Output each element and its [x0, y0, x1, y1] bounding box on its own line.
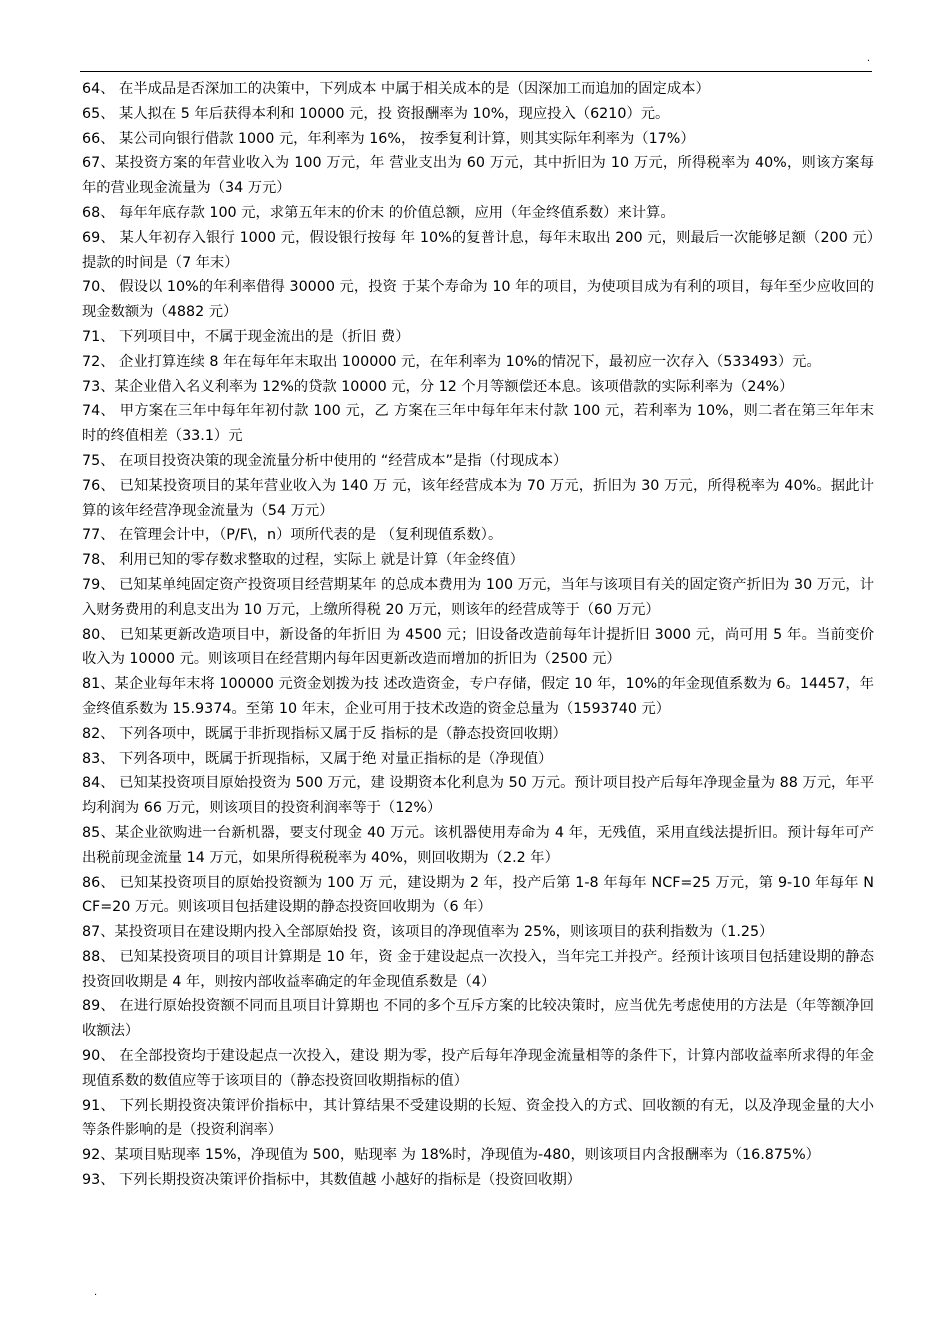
- page-footer-mark: .: [94, 1287, 98, 1298]
- question-item-74: 74、 甲方案在三年中每年年初付款 100 元，乙 方案在三年中每年年末付款 100 元，若利率为 10%，则二者在第三年年末时的终值相差（33.1）元: [82, 403, 874, 445]
- question-item-78: 78、 利用已知的零存数求整取的过程，实际上 就是计算（年金终值）: [82, 552, 524, 569]
- question-list: [82, 77, 874, 1193]
- question-item-77: 77、 在管理会计中，（P/F\，n）项所代表的是 （复利现值系数）。: [82, 527, 503, 544]
- question-item-93: 93、 下列长期投资决策评价指标中，其数值越 小越好的指标是（投资回收期）: [82, 1172, 582, 1189]
- question-item-71: 71、 下列项目中，不属于现金流出的是（折旧 费）: [82, 328, 410, 345]
- question-item-82: 82、 下列各项中，既属于非折现指标又属于反 指标的是（静态投资回收期）: [82, 725, 567, 742]
- question-item-65: 65、 某人拟在 5 年后获得本利和 10000 元，投 资报酬率为 10%，现应投入（6210）元。: [82, 105, 670, 122]
- question-item-72: 72、 企业打算连续 8 年在每年年末取出 100000 元，在年利率为 10%的情况下，最初应一次存入（533493）元。: [82, 353, 821, 370]
- question-item-83: 83、 下列各项中，既属于折现指标，又属于绝 对量正指标的是（净现值）: [82, 750, 553, 767]
- question-item-73: 73、某企业借入名义利率为 12%的贷款 10000 元，分 12 个月等额偿还本息。该项借款的实际利率为（24%）: [82, 378, 794, 395]
- question-item-68: 68、 每年年底存款 100 元，求第五年末的价末 的价值总额，应用（年金终值系数）来计算。: [82, 204, 675, 221]
- question-item-91: 91、 下列长期投资决策评价指标中，其计算结果不受建设期的长短、资金投入的方式、回收额的有无，以及净现金量的大小等条件影响的是（投资利润率）: [82, 1097, 874, 1139]
- question-item-70: 70、 假设以 10%的年利率借得 30000 元，投资 于某个寿命为 10 年的项目，为使项目成为有利的项目，每年至少应收回的现金数额为（4882 元）: [82, 279, 874, 321]
- question-item-80: 80、 已知某更新改造项目中，新设备的年折旧 为 4500 元；旧设备改造前每年计提折旧 3000 元，尚可用 5 年。当前变价收入为 10000 元。则该项目在经营期内每年因更新改造而增加的折旧为（2500 元）: [82, 626, 874, 668]
- question-item-85: 85、某企业欲购进一台新机器，要支付现金 40 万元。该机器使用寿命为 4 年，无残值，采用直线法提折旧。预计每年可产出税前现金流量 14 万元，如果所得税税率为 40%，则回收期为（2.2 年）: [82, 824, 874, 866]
- question-item-89: 89、 在进行原始投资额不同而且项目计算期也 不同的多个互斥方案的比较决策时，应当优先考虑使用的方法是（年等额净回收额法）: [82, 998, 874, 1040]
- question-item-79: 79、 已知某单纯固定资产投资项目经营期某年 的总成本费用为 100 万元，当年与该项目有关的固定资产折旧为 30 万元，计入财务费用的利息支出为 10 万元，上缴所得税 20 万元，则该年的经营成等于（60 万元）: [82, 576, 874, 618]
- page-corner-mark: .: [866, 53, 870, 64]
- header-rule: [80, 71, 872, 72]
- question-item-76: 76、 已知某投资项目的某年营业收入为 140 万 元，该年经营成本为 70 万元，折旧为 30 万元，所得税率为 40%。据此计算的该年经营净现金流量为（54 万元）: [82, 477, 874, 519]
- question-item-86: 86、 已知某投资项目的原始投资额为 100 万 元，建设期为 2 年，投产后第 1-8 年每年 NCF=25 万元，第 9-10 年每年 NCF=20 万元。则该项目包括建设期的静态投资回收期为（6 年）: [82, 874, 874, 916]
- question-item-87: 87、某投资项目在建设期内投入全部原始投 资，该项目的净现值率为 25%，则该项目的获利指数为（1.25）: [82, 924, 774, 941]
- question-item-90: 90、 在全部投资均于建设起点一次投入，建设 期为零，投产后每年净现金流量相等的条件下，计算内部收益率所求得的年金现值系数的数值应等于该项目的（静态投资回收期指标的值）: [82, 1048, 874, 1089]
- question-item-88: 88、 已知某投资项目的项目计算期是 10 年，资 金于建设起点一次投入，当年完工并投产。经预计该项目包括建设期的静态投资回收期是 4 年，则按内部收益率确定的年金现值系数是（4）: [82, 948, 874, 990]
- question-item-66: 66、 某公司向银行借款 1000 元，年利率为 16%， 按季复利计算，则其实际年利率为（17%）: [82, 130, 695, 147]
- question-item-69: 69、 某人年初存入银行 1000 元，假设银行按每 年 10%的复普计息，每年末取出 200 元，则最后一次能够足额（200 元）提款的时间是（7 年末）: [82, 229, 874, 271]
- question-item-84: 84、 已知某投资项目原始投资为 500 万元，建 设期资本化利息为 50 万元。预计项目投产后每年净现金量为 88 万元，年平均利润为 66 万元，则该项目的投资利润率等于（12%）: [82, 775, 874, 817]
- question-item-81: 81、某企业每年末将 100000 元资金划拨为技 述改造资金，专户存储，假定 10 年，10%的年金现值系数为 6。14457，年金终值系数为 15.9374。至第 10 年末，企业可用于技术改造的资金总量为（1593740 元）: [82, 676, 874, 717]
- question-item-75: 75、 在项目投资决策的现金流量分析中使用的 “经营成本”是指（付现成本）: [82, 452, 568, 469]
- question-item-67: 67、某投资方案的年营业收入为 100 万元，年 营业支出为 60 万元，其中折旧为 10 万元，所得税率为 40%，则该方案每年的营业现金流量为（34 万元）: [82, 155, 874, 197]
- question-item-92: 92、某项目贴现率 15%，净现值为 500，贴现率 为 18%时，净现值为-480，则该项目内含报酬率为（16.875%）: [82, 1147, 820, 1164]
- question-item-64: 64、 在半成品是否深加工的决策中，下列成本 中属于相关成本的是（因深加工而追加的固定成本）: [82, 81, 710, 97]
